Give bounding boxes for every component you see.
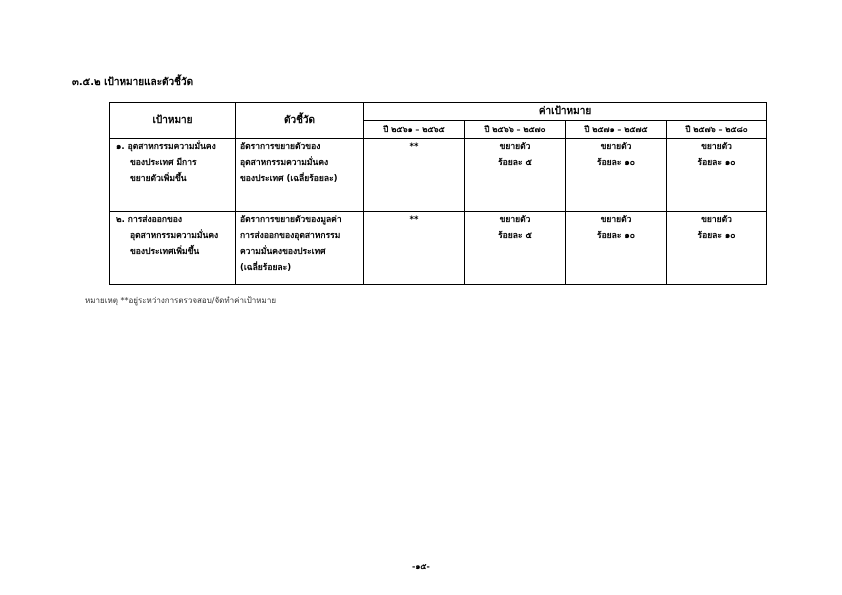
target-value-text: ร้อยละ ๑๐ [597, 158, 635, 168]
indicator-line: อัตราการขยายตัวของ [240, 142, 321, 152]
target-value-text: ขยายตัว [499, 215, 531, 225]
target-value-cell [566, 139, 667, 212]
target-value-text: ร้อยละ ๑๐ [697, 158, 736, 168]
target-value-cell [667, 139, 767, 212]
goal-line: ขยายตัวเพิ่มขึ้น [130, 174, 187, 184]
target-value-text: ขยายตัว [600, 215, 632, 225]
page-number: -๑๕- [412, 562, 430, 571]
indicator-line: ของประเทศ (เฉลี่ยร้อยละ) [240, 174, 338, 184]
goal-line: ๑. อุตสาหกรรมความมั่นคง [116, 142, 216, 152]
target-value-cell [465, 139, 566, 212]
header-indicator: ตัวชี้วัด [236, 103, 364, 139]
target-value-text: ** [409, 215, 419, 225]
header-period-2: ปี ๒๕๖๖ – ๒๕๗๐ [465, 121, 566, 139]
header-period-3: ปี ๒๕๗๑ – ๒๕๗๕ [566, 121, 667, 139]
target-value-cell [465, 212, 566, 285]
target-value-text: ร้อยละ ๑๐ [597, 231, 635, 241]
target-value-text: ร้อยละ ๑๐ [697, 231, 736, 241]
header-target-values: ค่าเป้าหมาย [364, 103, 767, 121]
goal-cell [110, 212, 236, 285]
indicator-cell [236, 212, 364, 285]
table-footnote: หมายเหตุ **อยู่ระหว่างการตรวจสอบ/จัดทำค่าเป้าหมาย [85, 296, 277, 305]
goal-line: ของประเทศ มีการ [130, 158, 197, 168]
goal-line: ของประเทศเพิ่มขึ้น [130, 247, 200, 257]
goal-line: ๒. การส่งออกของ [116, 215, 183, 225]
goal-cell [110, 139, 236, 212]
indicator-line: อัตราการขยายตัวของมูลค่า [240, 215, 342, 225]
target-value-cell [364, 139, 465, 212]
indicator-line: อุตสาหกรรมความมั่นคง [240, 158, 329, 168]
table-row [110, 139, 767, 212]
target-value-text: ขยายตัว [499, 142, 531, 152]
indicator-line: ความมั่นคงของประเทศ [240, 247, 326, 257]
target-value-text: ร้อยละ ๕ [498, 231, 532, 241]
header-period-4: ปี ๒๕๗๖ – ๒๕๘๐ [667, 121, 767, 139]
indicator-cell [236, 139, 364, 212]
table-row [110, 212, 767, 285]
section-heading: ๓.๕.๒ เป้าหมายและตัวชี้วัด [72, 77, 194, 88]
header-goal: เป้าหมาย [110, 103, 236, 139]
target-value-cell [364, 212, 465, 285]
goals-indicators-table [109, 102, 767, 285]
goal-line: อุตสาหกรรมความมั่นคง [130, 231, 219, 241]
target-value-cell [667, 212, 767, 285]
target-value-cell [566, 212, 667, 285]
target-value-text: ขยายตัว [600, 142, 632, 152]
target-value-text: ร้อยละ ๕ [498, 158, 532, 168]
indicator-line: การส่งออกของอุตสาหกรรม [240, 231, 341, 241]
target-value-text: ** [409, 142, 419, 152]
header-period-1: ปี ๒๕๖๑ – ๒๕๖๕ [364, 121, 465, 139]
indicator-line: (เฉลี่ยร้อยละ) [240, 263, 292, 273]
target-value-text: ขยายตัว [701, 215, 732, 225]
target-value-text: ขยายตัว [701, 142, 732, 152]
